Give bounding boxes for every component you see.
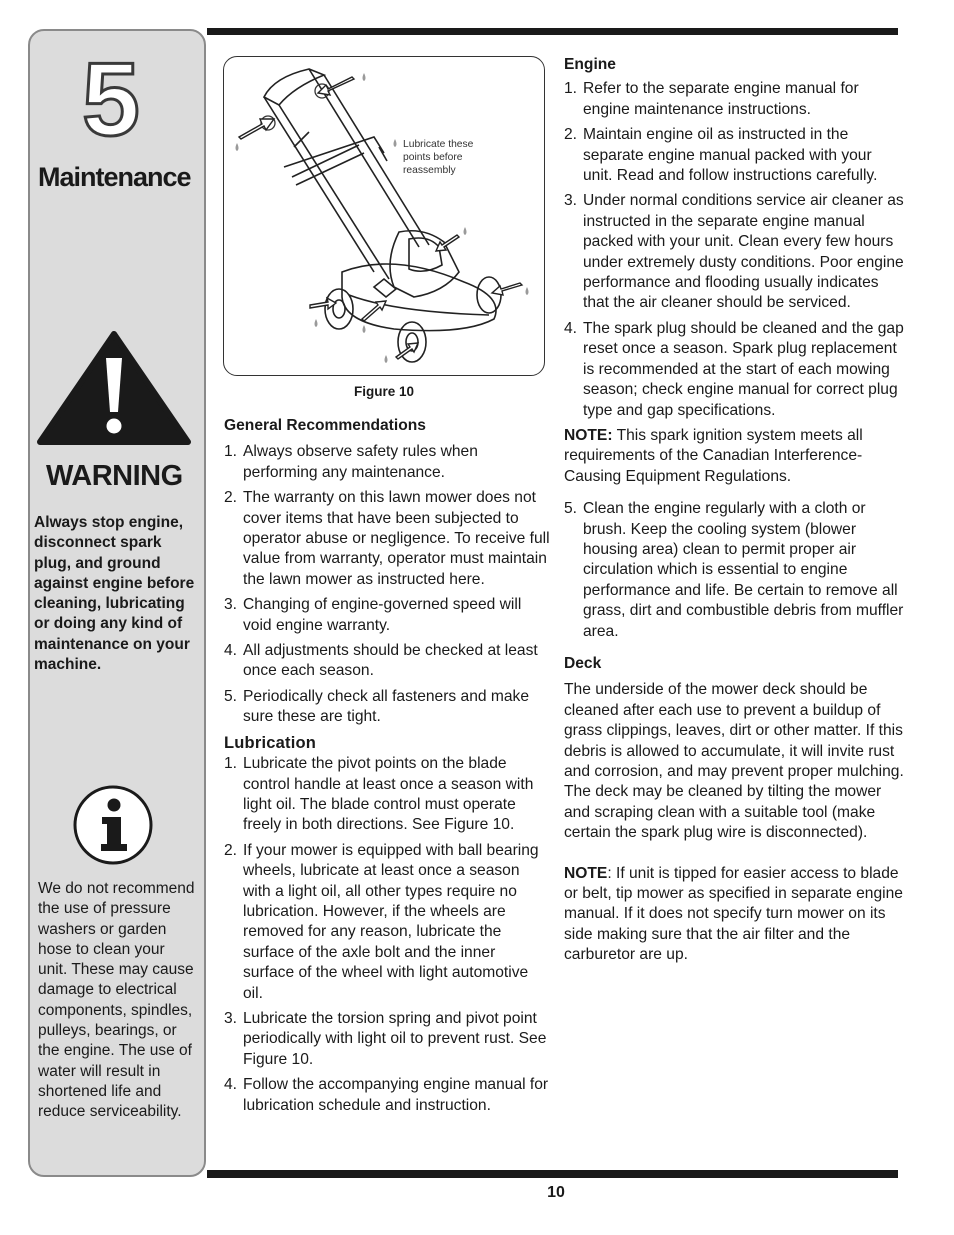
list-item: 3. Lubricate the torsion spring and pivot point periodically with light oil to prevent rust. See Figure 10. xyxy=(224,1009,547,1068)
figure-10 xyxy=(223,56,545,376)
lubrication-heading: Lubrication xyxy=(224,733,317,752)
lubrication-list xyxy=(224,754,550,1116)
deck-note: NOTE: If unit is tipped for easier access to blade or belt, tip mower as specified in separate engine manual. If it does not specify turn mower on its side making sure that the air filter and the carburetor are up. xyxy=(564,864,903,964)
engine-note: NOTE: This spark ignition system meets all requirements of the Canadian Interference-Causing Equipment Regulations. xyxy=(564,426,863,485)
engine-list xyxy=(564,79,904,421)
info-text: We do not recommend the use of pressure washers or garden hose to clean your unit. These may cause damage to electrical components, spindles, pulleys, bearings, or the engine. The use of water will result in shortened life and reduce serviceability. xyxy=(38,880,195,1121)
chapter-number: 5 xyxy=(82,42,140,158)
deck-text: The underside of the mower deck should be cleaned after each use to prevent a buildup of grass clippings, leaves, dirt or other matter. If this debris is allowed to accumulate, it will invite rust and corrosion, and may prevent proper mulching. The deck may be cleaned by tilting the mower and scraping clean with a suitable tool (make certain the spark plug wire is disconnected). xyxy=(564,681,904,842)
bottom-rule xyxy=(207,1170,898,1178)
list-item: 4. All adjustments should be checked at least once each season. xyxy=(224,642,538,680)
right-column xyxy=(564,55,904,966)
engine-list-continued xyxy=(564,499,904,642)
chapter-title: Maintenance xyxy=(38,162,191,192)
general-heading: General Recommendations xyxy=(224,417,426,434)
lawn-mower-illustration xyxy=(224,57,544,375)
list-item: 3. Under normal conditions service air cleaner as instructed in the separate engine manual packed with your unit. Clean every few hours under extremely dusty conditions. Poor engine performance and flooding usually indicates that the air cleaner should be serviced. xyxy=(564,192,904,312)
middle-column xyxy=(224,416,550,1121)
list-item: 2. If your mower is equipped with ball bearing wheels, lubricate at least once a season with a light oil, all other types require no lubrication. However, if the wheels are removed for any reason, lubricate the surface of the axle bolt and the inner surface of the wheel with light automotive oil. xyxy=(224,841,539,1002)
list-item: 5. Periodically check all fasteners and make sure these are tight. xyxy=(224,687,530,726)
list-item: 4. Follow the accompanying engine manual for lubrication schedule and instruction. xyxy=(224,1076,549,1114)
list-item: 1. Refer to the separate engine manual for engine maintenance instructions. xyxy=(564,80,859,118)
figure-caption: Figure 10 xyxy=(353,384,415,399)
list-item: 1. Always observe safety rules when performing any maintenance. xyxy=(224,443,478,481)
warning-label: WARNING xyxy=(46,460,183,492)
figure-callout: Lubricate these points before reassembly xyxy=(403,139,474,176)
warning-triangle-icon xyxy=(36,330,192,448)
list-item: 4. The spark plug should be cleaned and the gap reset once a season. Spark plug replacement is recommended at the start of each mowing season; check engine manual for correct plug type and gap specifications. xyxy=(564,319,904,419)
list-item: 2. The warranty on this lawn mower does not cover items that have been subjected to operator abuse or negligence. To receive full value from warranty, operator must maintain the lawn mower as instructed here. xyxy=(224,489,550,588)
list-item: 5. Clean the engine regularly with a cloth or brush. Keep the cooling system (blower housing area) clean to permit proper air circulation which is essential to engine performance and life. Be certain to remove all grass, dirt and combustible debris from muffler area. xyxy=(564,500,904,640)
page-number: 10 xyxy=(547,1184,565,1201)
list-item: 1. Lubricate the pivot points on the blade control handle at least once a season with light oil. The blade control must operate freely in both directions. See Figure 10. xyxy=(224,755,534,834)
info-icon xyxy=(72,784,154,866)
list-item: 3. Changing of engine-governed speed will void engine warranty. xyxy=(224,596,522,634)
top-rule xyxy=(207,28,898,35)
general-list xyxy=(224,442,550,727)
engine-heading: Engine xyxy=(564,56,616,73)
deck-heading: Deck xyxy=(564,654,602,672)
warning-text: Always stop engine, disconnect spark plug, and ground against engine before cleaning, lubricating or doing any kind of maintenance on your machine. xyxy=(34,514,195,674)
list-item: 2. Maintain engine oil as instructed in the separate engine manual packed with your unit. Read and follow instructions carefully. xyxy=(564,126,878,185)
